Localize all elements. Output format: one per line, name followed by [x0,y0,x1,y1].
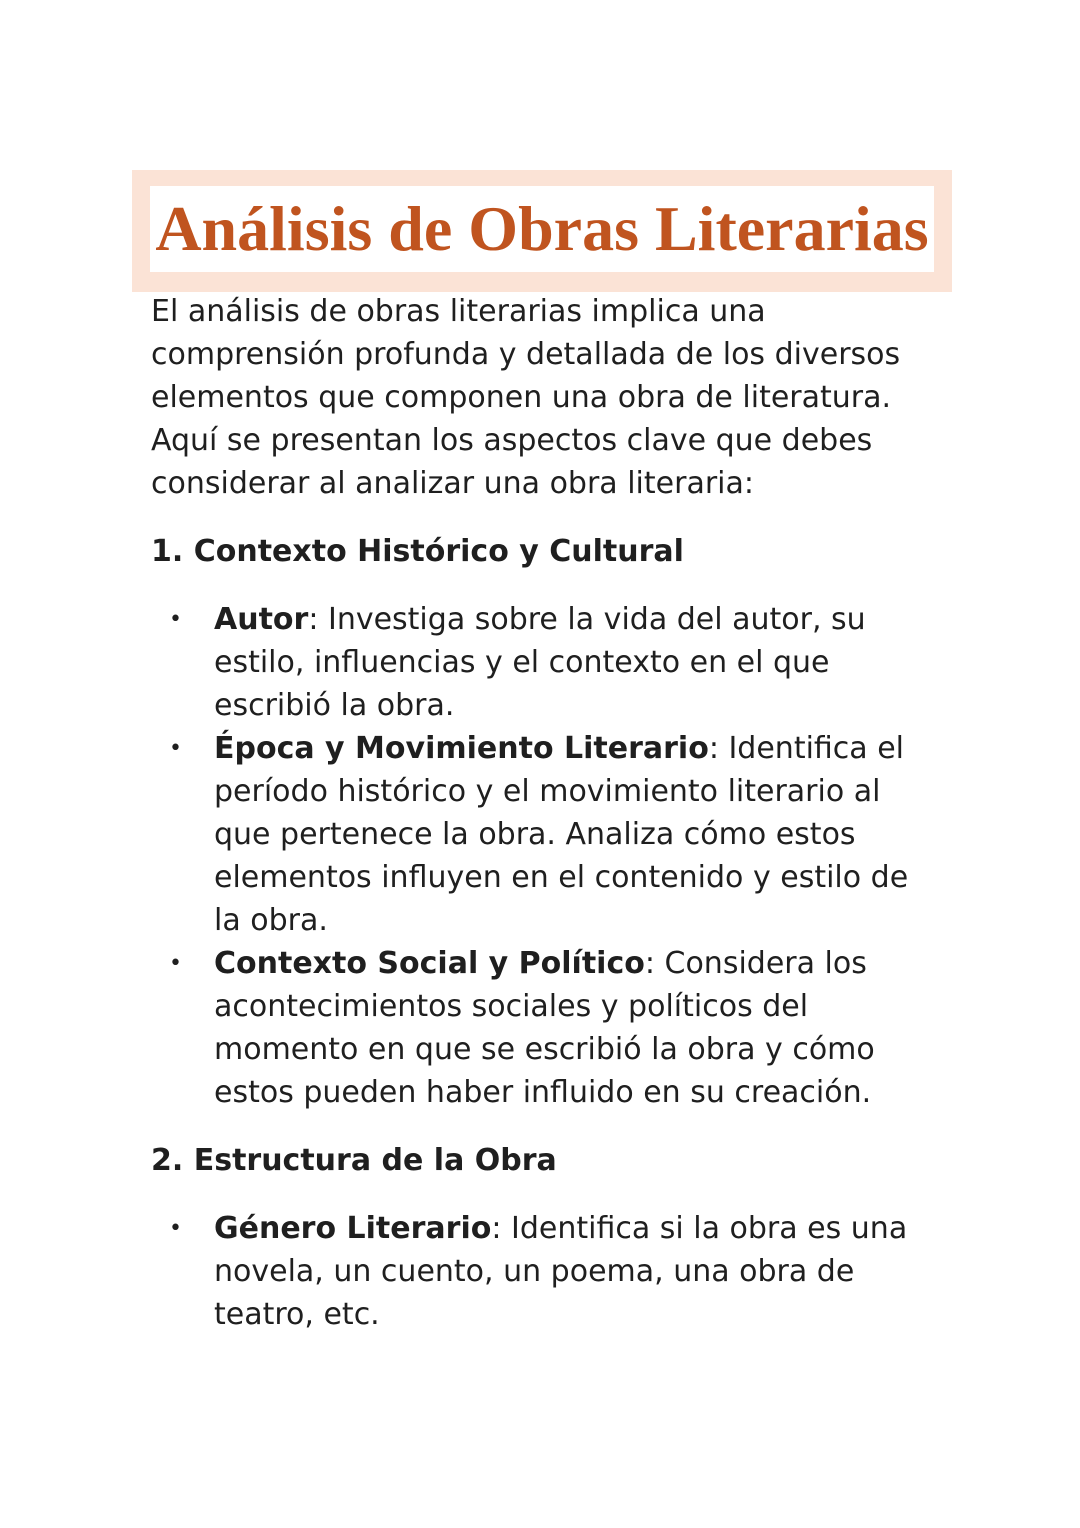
bullet-icon: • [169,607,182,632]
list-item [151,598,931,727]
list-item-text: : Investiga sobre la vida del autor, su estilo, influencias y el contexto en el que escribió la obra. [214,602,866,723]
section-heading-estructura: 2. Estructura de la Obra [151,1143,557,1178]
bullet-icon: • [169,951,182,976]
section-heading-contexto: 1. Contexto Histórico y Cultural [151,534,684,569]
list-item [151,1207,931,1336]
bullet-list-contexto [151,598,931,1114]
list-item [151,942,931,1114]
title-frame [132,170,952,292]
bullet-icon: • [169,1216,182,1241]
list-item-term: Autor [214,602,309,637]
document-body [151,290,931,1336]
page-title: Análisis de Obras Literarias [155,193,929,264]
list-item [151,727,931,942]
bullet-list-estructura [151,1207,931,1336]
list-item-term: Época y Movimiento Literario [214,731,709,766]
intro-paragraph: El análisis de obras literarias implica una comprensión profunda y detallada de los diversos elementos que componen una obra de literatura. Aquí se presentan los aspectos clave que debes considerar al analizar una obra literaria: [151,294,901,501]
bullet-icon: • [169,736,182,761]
list-item-text: : Considera los acontecimientos sociales y políticos del momento en que se escribió la obra y cómo estos pueden haber influido en su creación. [214,946,875,1110]
list-item-term: Género Literario [214,1211,492,1246]
title-box [150,186,934,272]
list-item-text: : Identifica el período histórico y el movimiento literario al que pertenece la obra. Analiza cómo estos elementos influyen en el contenido y estilo de la obra. [214,731,909,938]
list-item-term: Contexto Social y Político [214,946,645,981]
list-item-text: : Identifica si la obra es una novela, un cuento, un poema, una obra de teatro, etc. [214,1211,908,1332]
